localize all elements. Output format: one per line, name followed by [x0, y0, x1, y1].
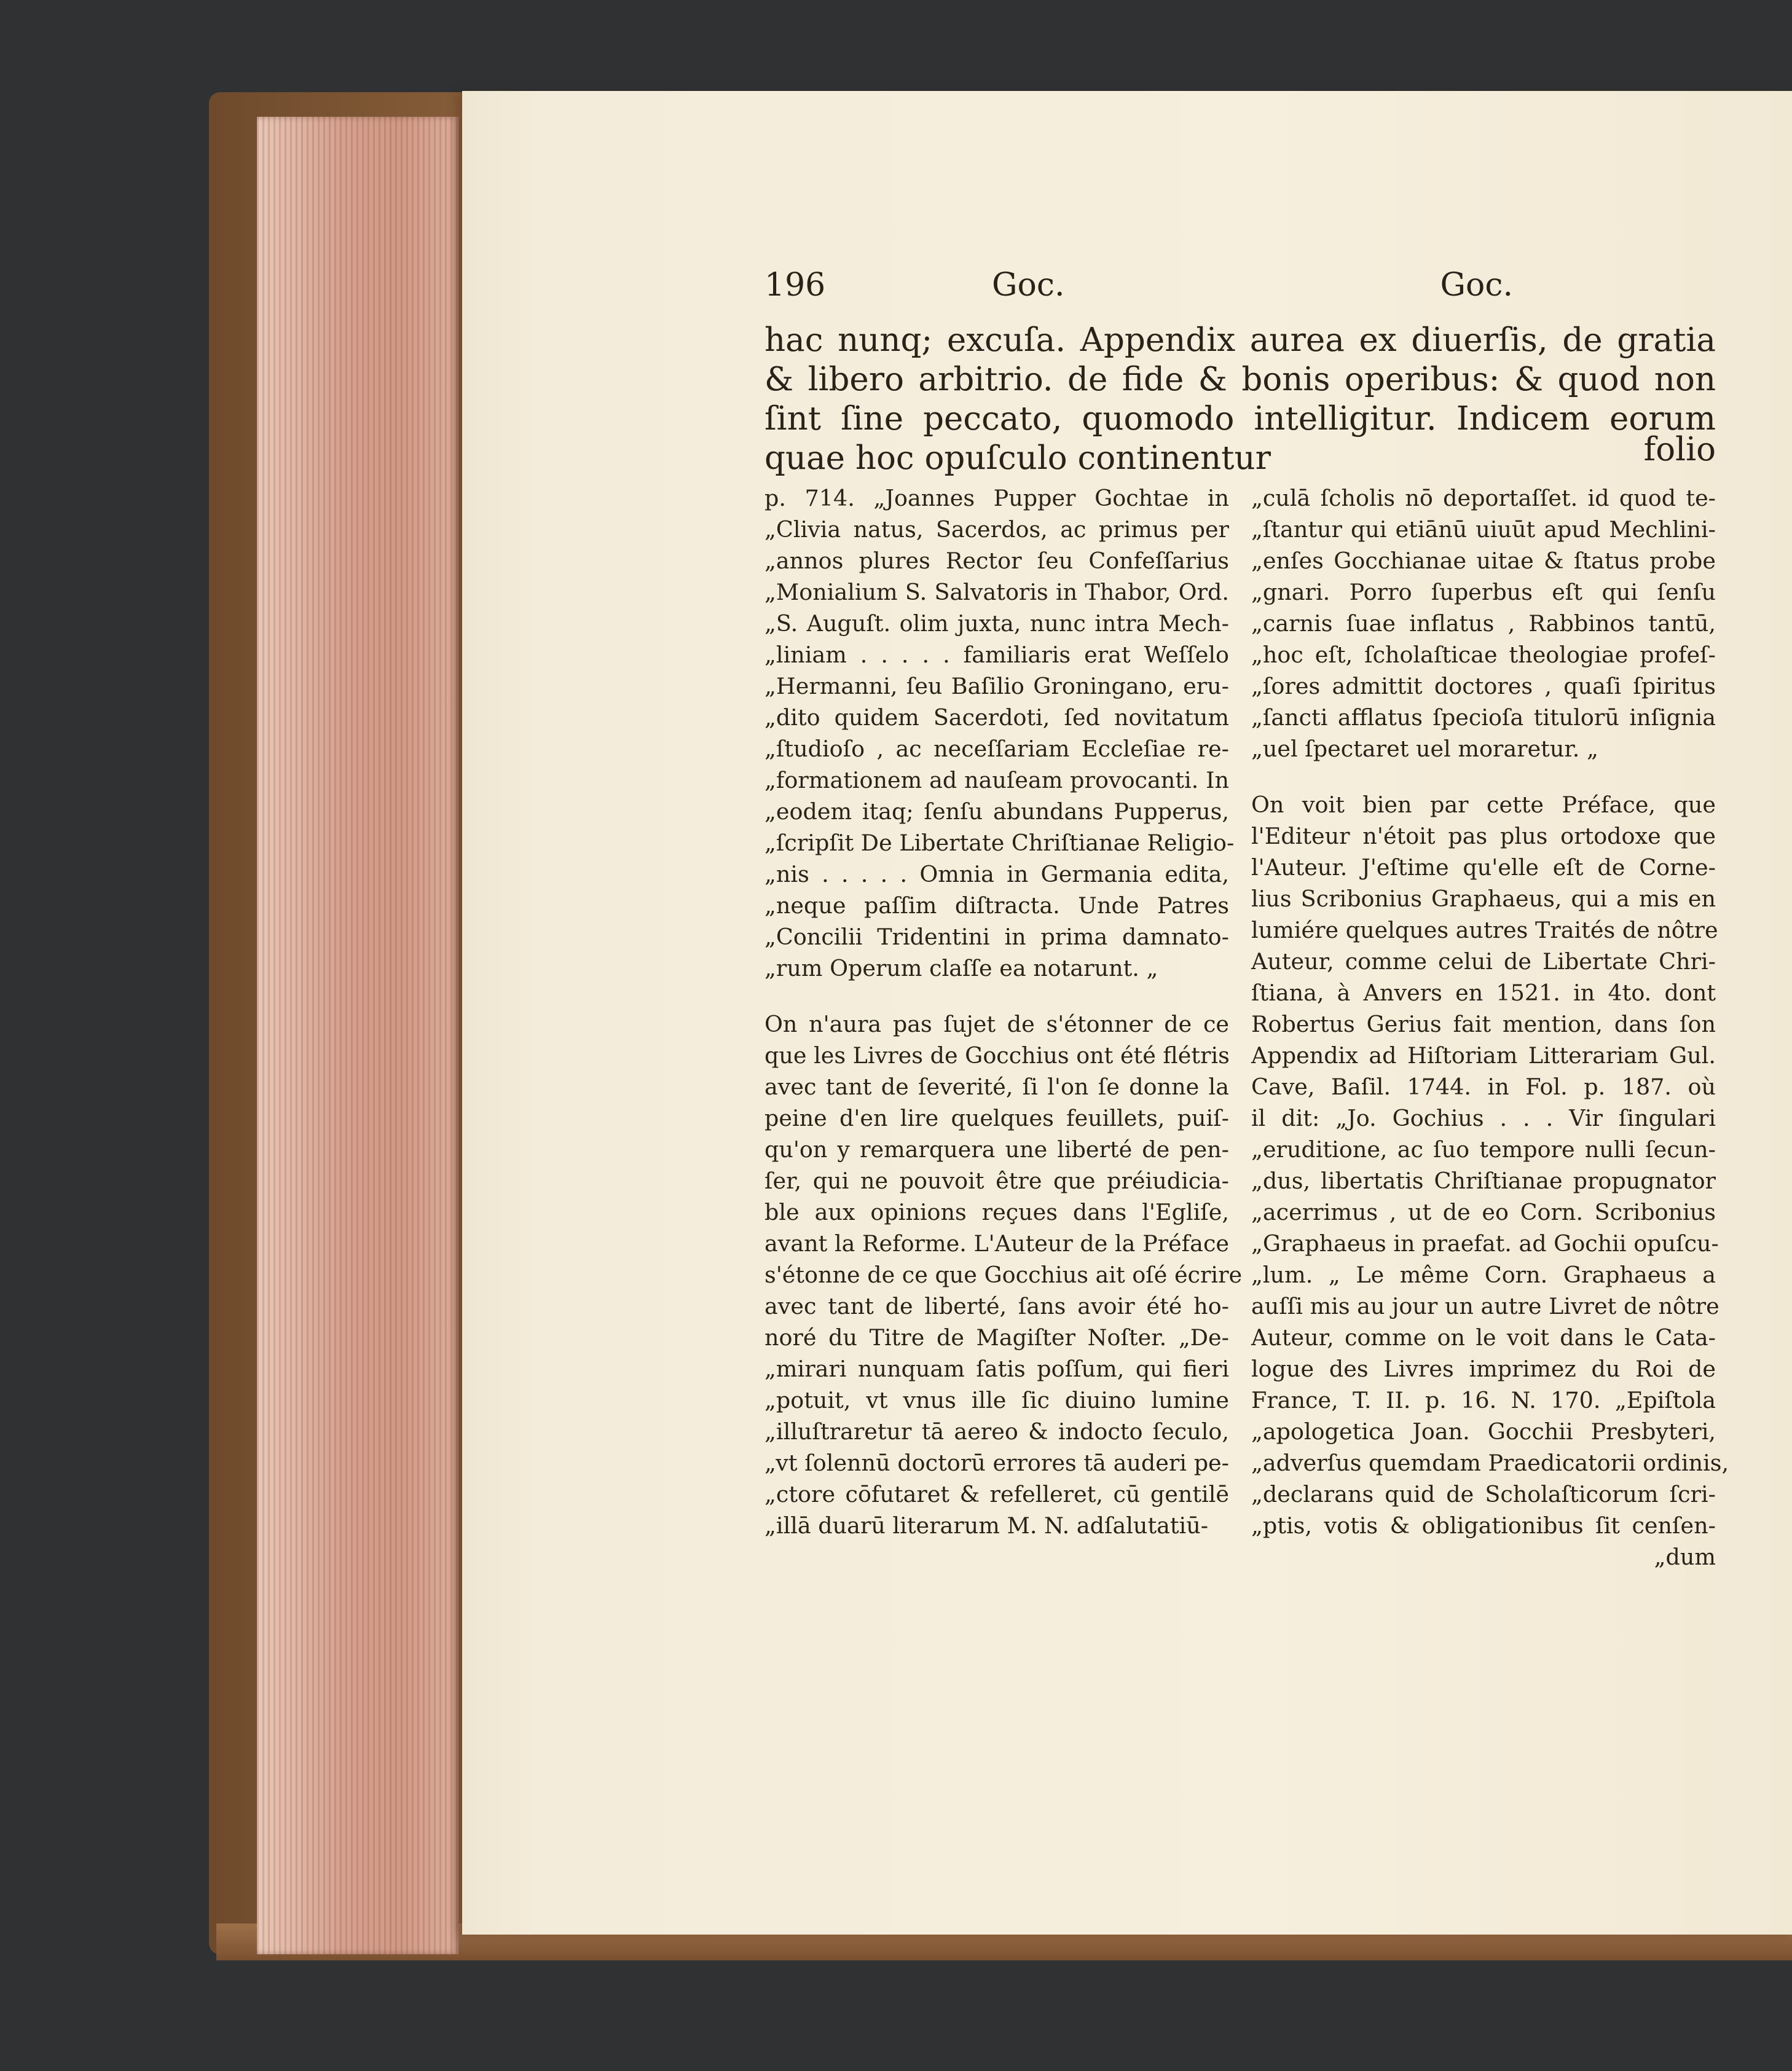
text-line: „adverſus quemdam Praedicatorii ordinis,	[1251, 1450, 1729, 1476]
text-line: l'Auteur. J'eſtime qu'elle eſt de Corne-	[1251, 854, 1716, 881]
text-line: peine d'en lire quelques feuillets, puiſ-	[764, 1105, 1229, 1131]
text-line: „neque paſſim diſtracta. Unde Patres	[764, 892, 1229, 919]
catchword: „dum	[1654, 1544, 1716, 1570]
text-line: „formationem ad nauſeam provocanti. In	[764, 767, 1229, 793]
text-line: „acerrimus , ut de eo Corn. Scribonius	[1251, 1199, 1716, 1225]
text-line: „apologetica Joan. Gocchii Presbyteri,	[1251, 1418, 1716, 1445]
text-line: l'Editeur n'étoit pas plus ortodoxe que	[1251, 823, 1716, 849]
right-column	[1251, 482, 1729, 1541]
text-line: „eodem itaq; ſenſu abundans Pupperus,	[764, 798, 1229, 825]
text-line: „enſes Gocchianae uitae & ſtatus probe	[1251, 548, 1716, 574]
text-line: „ſores admittit doctores , quaſi ſpiritus	[1251, 673, 1716, 699]
text-line: „ſtantur qui etiānū uiuūt apud Mechlini-	[1251, 516, 1716, 543]
text-line: „ſcripſit De Libertate Chriſtianae Religio-	[764, 830, 1235, 856]
running-head	[764, 261, 1513, 310]
text-line: que les Livres de Gocchius ont été flétris	[764, 1042, 1230, 1069]
text-line: „annos plures Rector ſeu Confeſſarius	[764, 548, 1229, 574]
text-line: avec tant de liberté, ſans avoir été ho-	[764, 1293, 1229, 1319]
text-line: ſtiana, à Anvers en 1521. in 4to. dont	[1251, 980, 1716, 1006]
paragraph-gap	[1251, 764, 1716, 789]
text-line: qu'on y remarquera une liberté de pen-	[764, 1136, 1229, 1163]
left-column	[764, 482, 1243, 1541]
text-line: Cave, Baſil. 1744. in Fol. p. 187. où	[1251, 1074, 1716, 1100]
text-line: „hoc eſt, ſcholaſticae theologiae profeſ-	[1251, 642, 1716, 668]
text-line: „eruditione, ac ſuo tempore nulli ſecun-	[1251, 1136, 1716, 1163]
text-line: „illā duarū literarum M. N. adſalutatiū-	[764, 1512, 1209, 1539]
page-edges-red-sprinkled	[257, 117, 458, 1954]
text-line: „ctore cōfutaret & refelleret, cū gentilē	[764, 1481, 1229, 1507]
text-line: avant la Reforme. L'Auteur de la Préface	[764, 1230, 1229, 1257]
text-line: On voit bien par cette Préface, que	[1251, 792, 1716, 818]
text-line: auſſi mis au jour un autre Livret de nôtre	[1251, 1293, 1719, 1319]
text-line: „vt ſolennū doctorū errores tā auderi pe-	[764, 1450, 1229, 1476]
text-line: „Monialium S. Salvatoris in Thabor, Ord.	[764, 579, 1229, 605]
text-line: „dus, libertatis Chriſtianae propugnator	[1251, 1168, 1716, 1194]
text-line: France, T. II. p. 16. N. 170. „Epiſtola	[1251, 1387, 1716, 1413]
text-line: logue des Livres imprimez du Roi de	[1251, 1356, 1716, 1382]
text-line: „mirari nunquam ſatis poſſum, qui fieri	[764, 1356, 1229, 1382]
text-line: „Hermanni, ſeu Baſilio Groningano, eru-	[764, 673, 1229, 699]
text-line: „dito quidem Sacerdoti, ſed novitatum	[764, 704, 1229, 731]
text-line: lius Scribonius Graphaeus, qui a mis en	[1251, 886, 1716, 912]
text-line: Auteur, comme celui de Libertate Chri-	[1251, 948, 1716, 975]
text-line: ſer, qui ne pouvoit être que préiudicia-	[764, 1168, 1229, 1194]
text-line: „ptis, votis & obligationibus ſit cenſen-	[1251, 1512, 1716, 1539]
text-line: „potuit, vt vnus ille ſic diuino lumine	[764, 1387, 1229, 1413]
text-line: „Clivia natus, Sacerdos, ac primus per	[764, 516, 1229, 543]
text-line: s'étonne de ce que Gocchius ait oſé écrire	[764, 1262, 1243, 1288]
running-head-left: Goc.	[992, 267, 1065, 304]
text-line: Appendix ad Hiſtoriam Litterariam Gul.	[1251, 1042, 1716, 1069]
text-line: Auteur, comme on le voit dans le Cata-	[1251, 1324, 1716, 1351]
text-line: noré du Titre de Magiſter Noſter. „De-	[764, 1324, 1229, 1351]
text-line: ble aux opinions reçues dans l'Egliſe,	[764, 1199, 1229, 1225]
text-line: „declarans quid de Scholaſticorum ſcri-	[1251, 1481, 1716, 1507]
text-line: „illuſtraretur tā aereo & indocto ſeculo,	[764, 1418, 1229, 1445]
text-line: Robertus Gerius fait mention, dans ſon	[1251, 1011, 1716, 1037]
text-line: „rum Operum claſſe ea notarunt. „	[764, 955, 1158, 981]
text-line: On n'aura pas ſujet de s'étonner de ce	[764, 1011, 1229, 1037]
running-head-right: Goc.	[1440, 267, 1513, 304]
text-line: „Concilii Tridentini in prima damnato-	[764, 924, 1229, 950]
text-line: „ſancti afflatus ſpecioſa titulorū inſignia	[1251, 704, 1716, 731]
intro-last-word: folio	[1643, 431, 1716, 468]
text-line: „ſtudioſo , ac neceſſariam Eccleſiae re-	[764, 736, 1229, 762]
text-line: „Graphaeus in praefat. ad Gochii opuſcu-	[1251, 1230, 1719, 1257]
text-line: „nis . . . . . Omnia in Germania edita,	[764, 861, 1229, 887]
text-line: il dit: „Jo. Gochius . . . Vir ſingulari	[1251, 1105, 1716, 1131]
text-line: „lum. „ Le même Corn. Graphaeus a	[1251, 1262, 1716, 1288]
text-line: „gnari. Porro ſuperbus eſt qui ſenſu	[1251, 579, 1716, 605]
page-number: 196	[764, 267, 826, 304]
text-line: „liniam . . . . . familiaris erat Weſſelo	[764, 642, 1229, 668]
intro-paragraph: hac nunq; excuſa. Appendix aurea ex diuerſis, de gratia & libero arbitrio. de fide & bonis operibus: & quod non ſint ſine peccato, quomodo intelligitur. Indicem eorum quae hoc opuſculo continentur	[764, 321, 1716, 477]
text-line: avec tant de ſeverité, ſi l'on ſe donne la	[764, 1074, 1229, 1100]
text-line: „carnis ſuae inflatus , Rabbinos tantū,	[1251, 610, 1716, 637]
text-line: „uel ſpectaret uel moraretur. „	[1251, 736, 1598, 762]
text-line: p. 714. „Joannes Pupper Gochtae in	[764, 485, 1229, 511]
paragraph-gap	[764, 984, 1229, 1008]
text-line: „culā ſcholis nō deportaſſet. id quod te-	[1251, 485, 1716, 511]
text-line: lumiére quelques autres Traités de nôtre	[1251, 917, 1718, 943]
text-line: „S. Auguſt. olim juxta, nunc intra Mech-	[764, 610, 1229, 637]
